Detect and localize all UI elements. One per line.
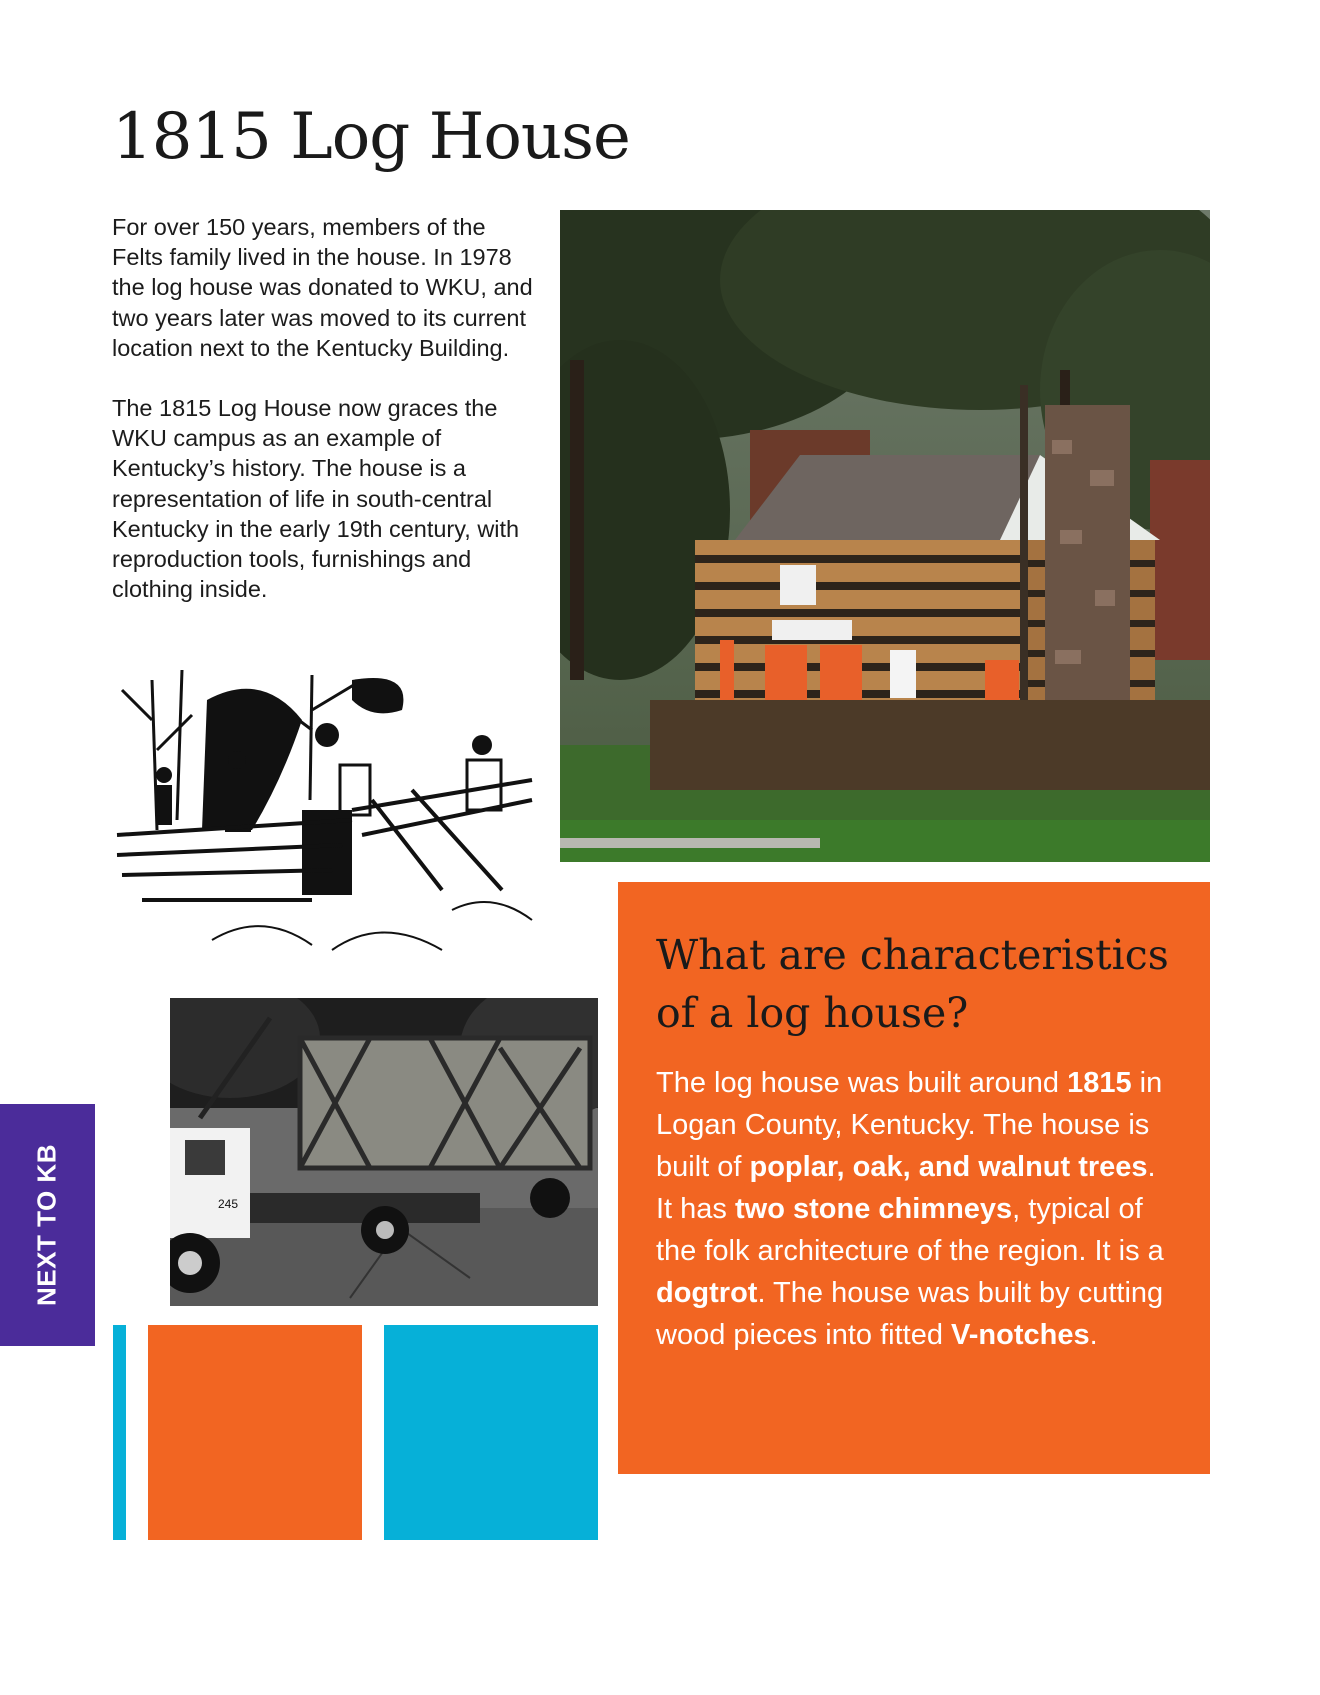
moving-truck-photo <box>170 998 598 1306</box>
callout-bold-trees: poplar, oak, and walnut trees <box>749 1151 1148 1183</box>
orange-block <box>148 1325 362 1540</box>
callout-bold-vnotches: V-notches <box>951 1319 1090 1351</box>
callout-text-5: . The house was built by cutting wood pieces into fitted <box>656 1277 1164 1351</box>
callout-text-1: The log house was built around <box>656 1067 1068 1099</box>
cyan-stripe-block <box>113 1325 126 1540</box>
callout-bold-chimneys: two stone chimneys <box>735 1193 1013 1225</box>
callout-bold-year: 1815 <box>1067 1067 1132 1099</box>
intro-text <box>112 212 542 634</box>
callout-title-line-1: What are characteristics <box>656 931 1169 979</box>
log-house-photo <box>560 210 1210 862</box>
callout-text-6: . <box>1089 1319 1098 1351</box>
callout-body <box>656 1062 1172 1356</box>
intro-paragraph-1: For over 150 years, members of the Felts family lived in the house. In 1978 the log house was donated to WKU, and two years later was moved to its current location next to the Kentucky Building. <box>112 214 533 361</box>
callout-bold-dogtrot: dogtrot <box>656 1277 758 1309</box>
side-tab-label: NEXT TO KB <box>31 1144 62 1306</box>
callout-title <box>656 926 1172 1042</box>
callout-text-4: , typical of the folk architecture of the region. It is a <box>656 1193 1164 1267</box>
callout-text-3: . It has <box>656 1151 1156 1225</box>
truck-sign-text: 245 <box>218 1197 239 1211</box>
side-tab <box>0 1104 95 1346</box>
cyan-block <box>384 1325 598 1540</box>
pioneer-illustration <box>112 660 542 965</box>
characteristics-callout <box>618 882 1210 1474</box>
callout-title-line-2: of a log house? <box>656 989 969 1037</box>
callout-text-2: in Logan County, Kentucky. The house is built of <box>656 1067 1163 1183</box>
intro-paragraph-2: The 1815 Log House now graces the WKU campus as an example of Kentucky’s history. The house is a representation of life in south-central Kentucky in the early 19th century, with reproduction tools, furnishings and clothing inside. <box>112 395 520 603</box>
page-title: 1815 Log House <box>112 100 630 174</box>
